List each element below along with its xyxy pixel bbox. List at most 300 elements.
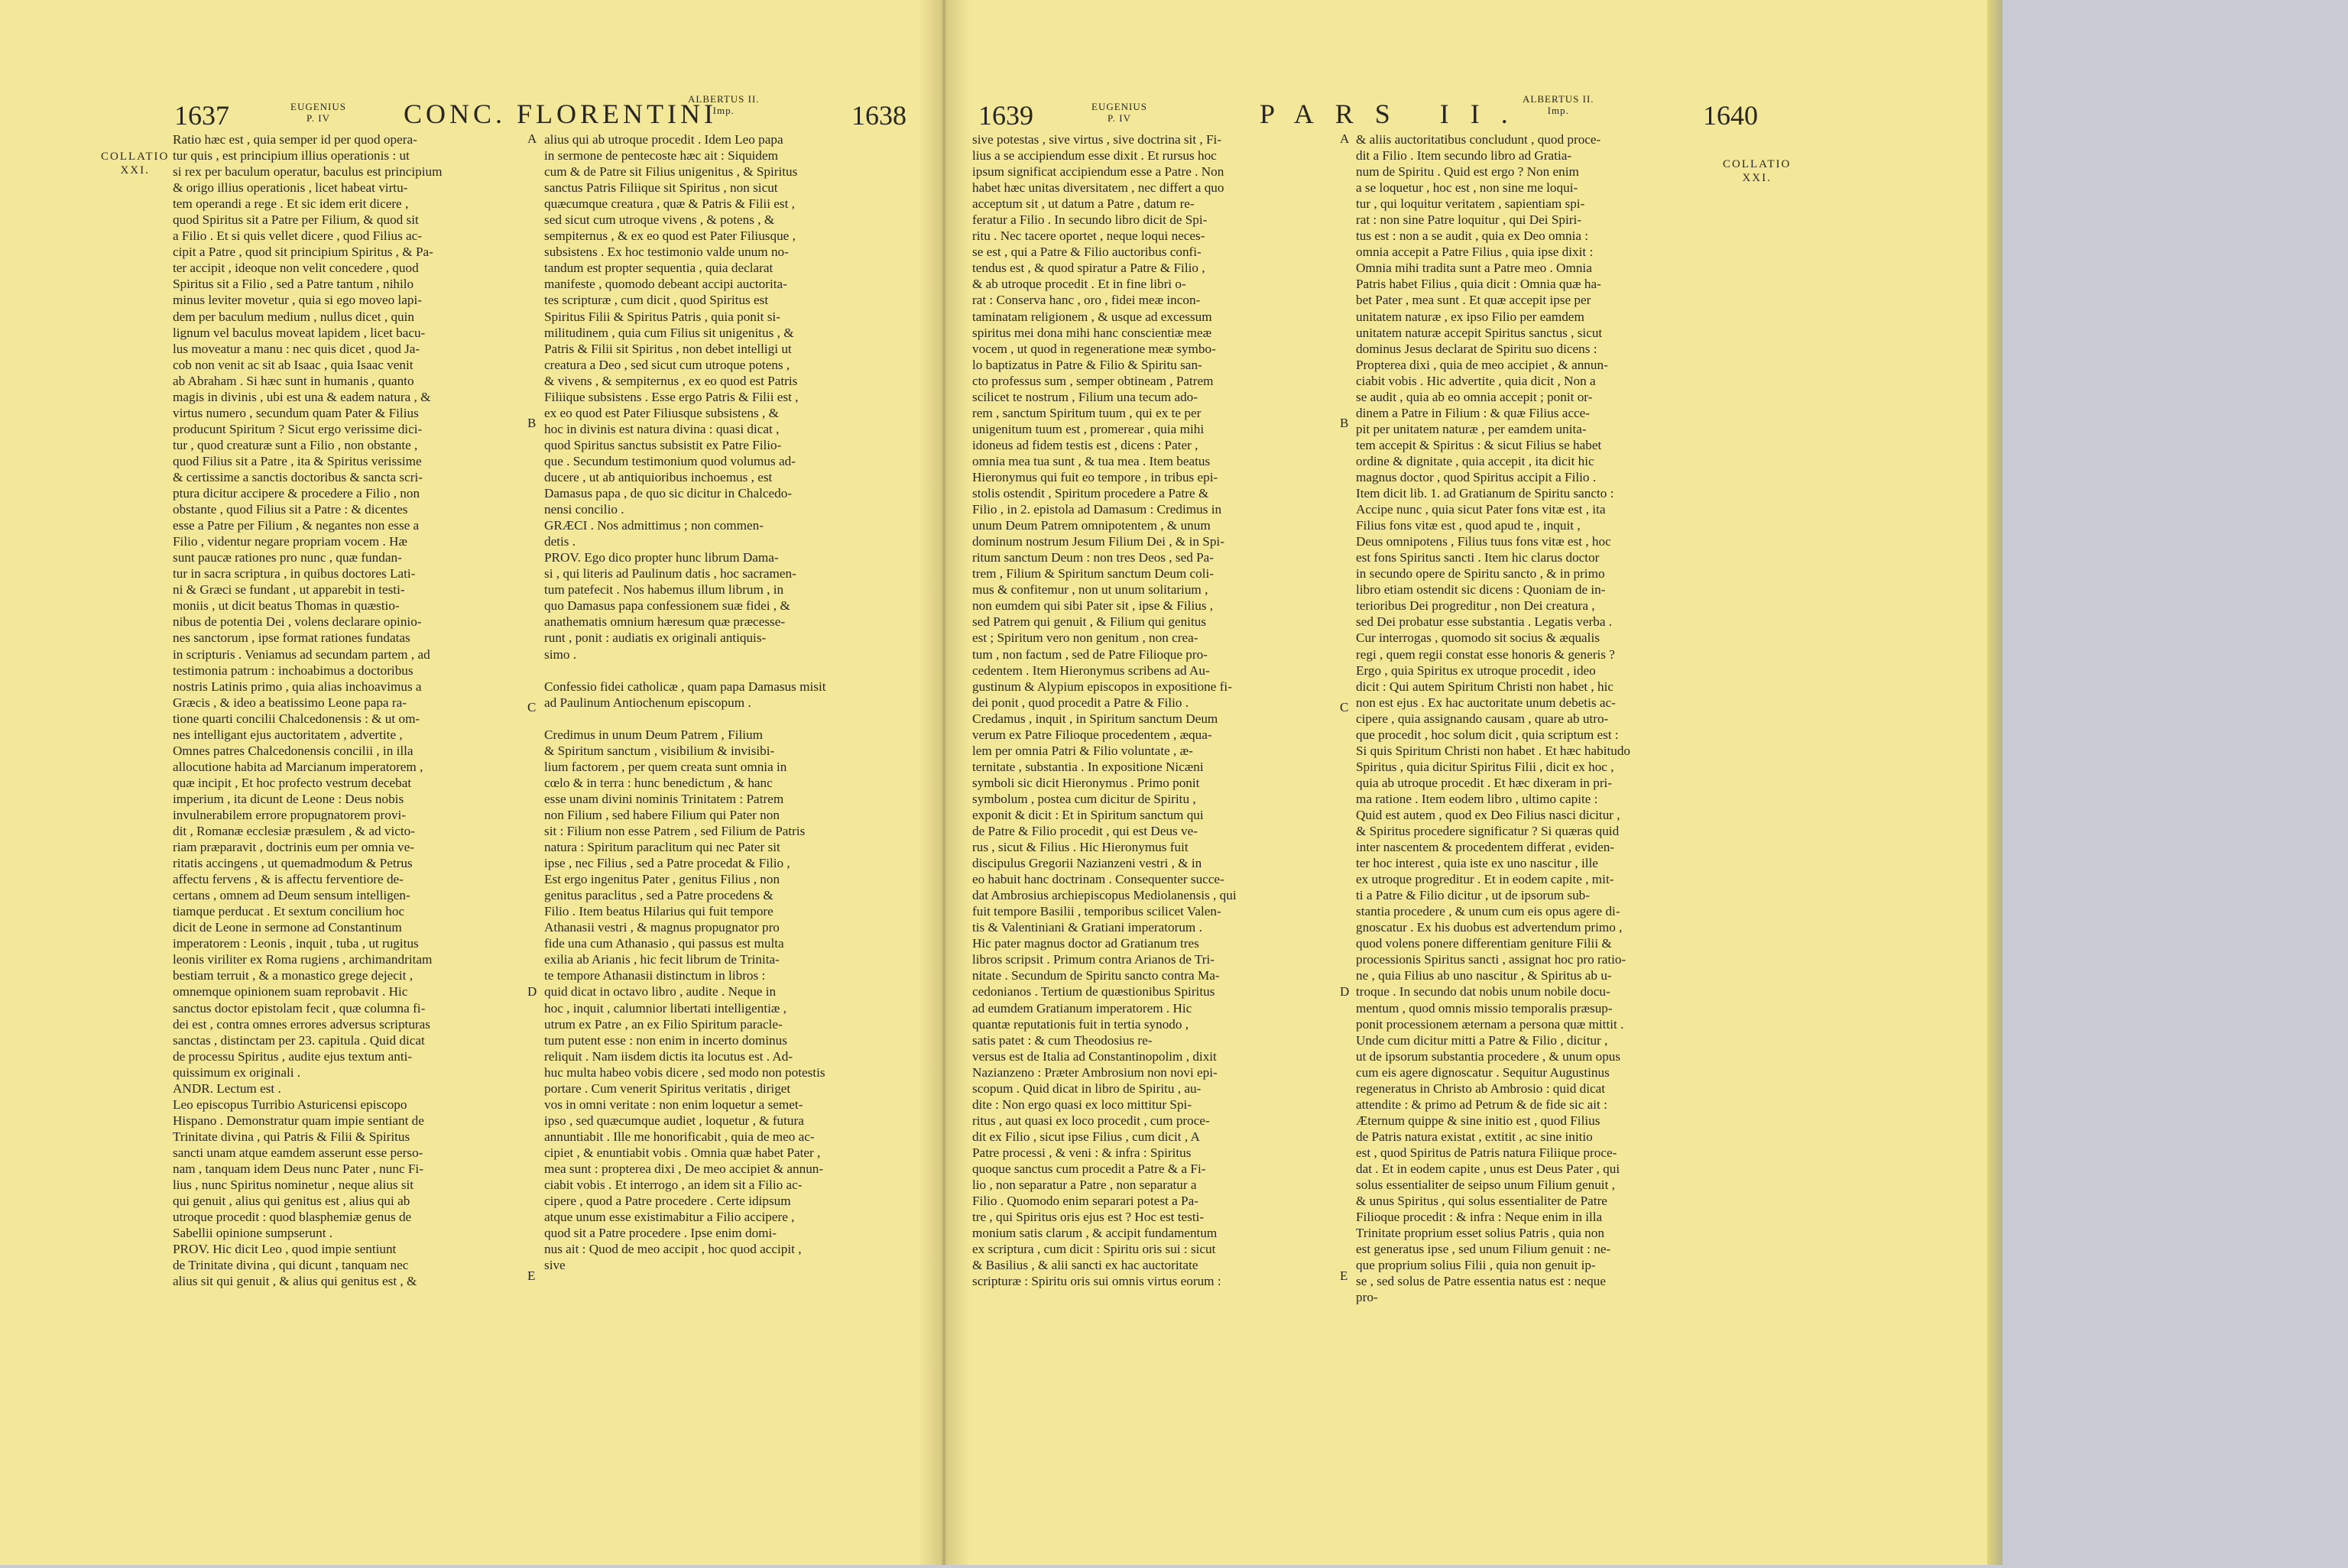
text-line: Spiritus sit a Filio , sed a Patre tantum , nihilo (173, 277, 414, 292)
text-line: cipere , quia assignando causam , quare ab utro- (1356, 711, 1609, 726)
text-line: omnia accepit a Patre Filius , quia ipse dixit : (1356, 245, 1594, 260)
text-line: quo Damasus papa confessionem suæ fidei , & (544, 598, 790, 614)
text-line: & Spiritum sanctum , visibilium & invisibi- (544, 743, 775, 758)
text-line: quissimum ex originali . (173, 1064, 301, 1080)
text-line: certans , omnem ad Deum sensum intelligen- (173, 888, 410, 903)
text-line: libro etiam ostendit sic dicens : Quoniam de in- (1356, 582, 1606, 598)
text-line: Omnia mihi tradita sunt a Patre meo . Omnia (1356, 261, 1592, 276)
text-line: scripturæ : Spiritu oris sui omnis virtus eorum : (972, 1274, 1221, 1289)
text-line: ipse , nec Filius , sed a Patre procedat & Filio , (544, 856, 790, 871)
text-line: eo habuit hanc doctrinam . Consequenter succe- (972, 872, 1224, 887)
text-line: Filiique subsistens . Esse ergo Patris & Filii est , (544, 389, 799, 404)
text-line: reliquit . Nam iisdem dictis ita locutus est . Ad- (544, 1048, 793, 1064)
text-line: runt , ponit : audiatis ex originali antiquis- (544, 630, 767, 646)
text-line: tur , qui loquitur veritatem , sapientiam spi- (1356, 196, 1585, 212)
text-line: sed Patrem qui genuit , & Filium qui genitus (972, 614, 1207, 630)
text-line: ptura dicitur accipere & procedere a Filio , non (173, 486, 420, 501)
text-line: Æternum quippe & sine initio est , quod Filius (1356, 1113, 1600, 1128)
text-line: ritum sanctum Deum : non tres Deos , sed Pa- (972, 550, 1215, 565)
text-line: symbolum , postea cum dicitur de Spiritu , (972, 791, 1196, 806)
text-line: scopum . Quid dicat in libro de Spiritu , au- (972, 1080, 1202, 1096)
text-line: ANDR. Lectum est . (173, 1080, 281, 1096)
text-line: Patre processi , & veni : & infra : Spiritus (972, 1145, 1192, 1160)
text-line: que proprium solius Filii , quia non genuit ip- (1356, 1258, 1596, 1273)
text-line: lignum vel baculus moveat lapidem , licet bacu- (173, 325, 426, 340)
text-line: bestiam terruit , & a monastico grege dejecit , (173, 968, 413, 983)
text-line: dat Ambrosius archiepiscopus Mediolanensis , qui (972, 888, 1237, 903)
text-line: qui genuit , alius qui genitus est , alius qui ab (173, 1194, 410, 1209)
pope-sub: P. IV (306, 112, 330, 124)
text-line: cto professus sum , semper obtineam , Patrem (972, 373, 1214, 388)
text-line: sive potestas , sive virtus , sive doctrina sit , Fi- (972, 132, 1222, 147)
text-line: rus , sicut & Filius . Hic Hieronymus fuit (972, 840, 1189, 855)
text-line: ritatis accingens , ut quemadmodum & Petrus (173, 856, 413, 871)
text-line: Græcis , & ideo a beatissimo Leone papa ra- (173, 695, 407, 710)
text-line: Athanasii vestri , & magnus propugnator pro (544, 920, 780, 935)
text-line: monium satis clarum , & accipit fundamentum (972, 1226, 1218, 1241)
collatio-marginal (101, 150, 169, 177)
text-line: ut de ipsorum substantia procedere , & unum opus (1356, 1048, 1621, 1064)
text-line: sempiternus , & ex eo quod est Pater Filiusque , (544, 228, 796, 244)
text-line: utroque procedit : quod blasphemiæ genus de (173, 1210, 412, 1225)
text-line: non est ejus . Ex hac auctoritate unum debetis ac- (1356, 695, 1616, 710)
text-line: Leo episcopus Turribio Asturicensi episcopo (173, 1097, 407, 1112)
text-line: Deus omnipotens , Filius tuus fons vitæ est , hoc (1356, 534, 1611, 549)
text-line: invulnerabilem errore propugnatorem provi- (173, 807, 406, 822)
text-line: ex utroque progreditur . Et in eodem capite , mit- (1356, 872, 1614, 887)
text-line: magnus doctor , quod Spiritus accipit a Filio . (1356, 469, 1597, 484)
text-line: rat : Conserva hanc , oro , fidei meæ incon- (972, 293, 1201, 308)
text-line: de Trinitate divina , qui dicunt , tanquam nec (173, 1258, 409, 1273)
pope-sub: P. IV (1107, 112, 1131, 124)
text-line: exponit & dicit : Et in Spiritum sanctum qui (972, 807, 1204, 822)
text-line: sanctus doctor epistolam fecit , quæ columna fi- (173, 1000, 426, 1016)
text-line: hoc in divinis est natura divina : quasi dicat , (544, 421, 780, 436)
text-line: mentum , quod omnis missio temporalis præsup- (1356, 1000, 1613, 1016)
text-line: esse unam divini nominis Trinitatem : Patrem (544, 791, 784, 806)
text-line: cipit a Patre , quod sit principium Spiritus , & Pa- (173, 245, 433, 260)
text-line: sive (544, 1258, 566, 1273)
text-line: riam præparavit , doctrinis eum per omnia ve- (173, 840, 414, 855)
text-line: habet hæc unitas diversitatem , nec differt a quo (972, 180, 1224, 196)
text-line: quantæ reputationis fuit in tertia synodo , (972, 1016, 1189, 1032)
text-line: huc multa habeo vobis dicere , sed modo non potestis (544, 1064, 825, 1080)
right-page (939, 0, 1987, 1565)
text-line: de Patre & Filio procedit , qui est Deus ve- (972, 824, 1198, 839)
text-line: Hispano . Demonstratur quam impie sentiant de (173, 1113, 424, 1128)
text-line: Quid est autem , quod ex Deo Filius nasci dicitur , (1356, 807, 1620, 822)
text-line: non Filium , sed habere Filium qui Pater non (544, 807, 780, 822)
text-line: tur in sacra scriptura , in quibus doctores Lati- (173, 566, 416, 582)
text-line: trem , Filium & Spiritum sanctum Deum coli- (972, 566, 1215, 582)
text-line: PROV. Ego dico propter hunc librum Dama- (544, 550, 779, 565)
text-line: cum & de Patre sit Filius unigenitus , & Spiritus (544, 164, 798, 180)
text-line: portare . Cum venerit Spiritus veritatis , diriget (544, 1080, 791, 1096)
collatio-label: COLLATIO (1723, 158, 1792, 170)
text-line: scilicet te nostrum , Filium una tecum ado- (972, 389, 1198, 404)
column-marker: A (1340, 131, 1350, 146)
text-line: quod Spiritus sit a Patre per Filium, & quod sit (173, 212, 419, 228)
text-line: esse a Patre per Filium , & negantes non esse a (173, 518, 420, 533)
text-line: mus & confitemur , non ut unum solitarium , (972, 582, 1208, 598)
text-line: dite : Non ergo quasi ex loco mittitur Spi- (972, 1097, 1192, 1112)
text-line: num de Spiritu . Quid est ergo ? Non enim (1356, 164, 1579, 180)
text-line: GRÆCI . Nos admittimus ; non commen- (544, 518, 764, 533)
text-line: Hieronymus qui fuit eo tempore , in tribus epi- (972, 469, 1218, 484)
text-line: cedonianos . Tertium de quæstionibus Spiritus (972, 984, 1215, 999)
text-line: annuntiabit . Ille me honorificabit , quia de meo ac- (544, 1129, 815, 1144)
column-marker: D (527, 984, 537, 999)
text-line: PROV. Hic dicit Leo , quod impie sentiunt (173, 1242, 397, 1257)
text-line: Credimus in unum Deum Patrem , Filium (544, 727, 763, 742)
text-line: ritu . Nec tacere oportet , neque loqui neces- (972, 228, 1205, 244)
collatio-marginal (1723, 157, 1791, 185)
emperor-sub: Imp. (1547, 105, 1569, 116)
text-line: spiritus mei dona mihi hanc conscientiæ meæ (972, 325, 1212, 340)
text-line: Filio . Item beatus Hilarius qui fuit tempore (544, 904, 773, 919)
text-line: discipulus Gregorii Nazianzeni vestri , & in (972, 856, 1202, 871)
text-line: est fons Spiritus sancti . Item hic clarus doctor (1356, 550, 1600, 565)
text-line: Propterea dixi , quia de meo accipiet , & annun- (1356, 357, 1608, 372)
text-line: militudinem , quia cum Filius sit unigenitus , & (544, 325, 794, 340)
text-line: feratur a Filio . In secundo libro dicit de Spi- (972, 212, 1208, 228)
text-line: se , sed solus de Patre essentia natus est : neque (1356, 1274, 1606, 1289)
text-line: regeneratus in Christo ab Ambrosio : quid dicat (1356, 1080, 1606, 1096)
text-line: mea sunt : propterea dixi , De meo accipiet & annun- (544, 1161, 824, 1176)
text-line: tione quarti concilii Chalcedonensis : & ut om- (173, 711, 420, 726)
text-line: de processu Spiritus , audite ejus textum anti- (173, 1048, 413, 1064)
text-line: cob non venit ac sit ab Isaac , quia Isaac venit (173, 357, 413, 372)
text-line: ponit processionem æternam a persona quæ mittit . (1356, 1016, 1624, 1032)
text-line: lium factorem , per quem creata sunt omnia in (544, 759, 787, 774)
text-line: se est , qui a Patre & Filio auctoribus confi- (972, 245, 1202, 260)
text-line: tandum est propter sequentia , quia declarat (544, 261, 773, 276)
emperor-name: ALBERTUS II. (688, 93, 760, 105)
text-line: nostris Latinis primo , quia alias inchoavimus a (173, 679, 422, 694)
running-head-emperor (1523, 93, 1594, 116)
text-line: Unde cum dicitur mitti a Patre & Filio , dicitur , (1356, 1032, 1608, 1048)
text-line: satis patet : & cum Theodosius re- (972, 1032, 1153, 1048)
text-line: & origo illius operationis , licet habeat virtu- (173, 180, 408, 196)
text-line: est generatus ipse , sed unum Filium genuit : ne- (1356, 1242, 1611, 1257)
text-line: lio , non separatur a Patre , non separatur a (972, 1178, 1197, 1193)
text-line: tis & Valentiniani & Gratiani imperatorum . (972, 920, 1202, 935)
text-line: tendus est , & quod spiratur a Patre & Filio , (972, 261, 1205, 276)
text-line: Trinitate divina , qui Patris & Filii & Spiritus (173, 1129, 410, 1144)
text-line: tur , quod creaturæ sunt a Filio , non obstante , (173, 437, 418, 452)
text-line: unitatem naturæ accepit Spiritus sanctus , sicut (1356, 325, 1603, 340)
text-line: Filio , in 2. epistola ad Damasum : Credimus in (972, 502, 1222, 517)
text-line: Sabellii opinione sumpserunt . (173, 1226, 333, 1241)
text-line: quod Filius sit a Patre , ita & Spiritus verissime (173, 453, 422, 468)
text-line: ex eo quod est Pater Filiusque subsistens , & (544, 405, 779, 420)
text-line: minus leviter movetur , quia si ego moveo lapi- (173, 293, 423, 308)
text-line: lo baptizatus in Patre & Filio & Spiritu san- (972, 357, 1202, 372)
text-line: unitatem naturæ , ex ipso Filio per eamdem (1356, 309, 1584, 324)
text-line: sed Dei probatur esse substantia . Legatis verba . (1356, 614, 1613, 630)
text-line: nes intelligant ejus auctoritatem , advertite , (173, 727, 403, 742)
text-line: ad eumdem Gratianum imperatorem . Hic (972, 1000, 1192, 1016)
text-line: nibus de potentia Dei , volens declarare opinio- (173, 614, 422, 630)
page-number: 1637 (174, 100, 229, 131)
text-line: allocutione habita ad Marcianum imperatorem , (173, 759, 423, 774)
text-line: unum Deum Patrem omnipotentem , & unum (972, 518, 1211, 533)
text-line: ternitate , substantia . In expositione Nicæni (972, 759, 1204, 774)
text-line: cœlo & in terra : hunc benedictum , & hanc (544, 775, 773, 790)
text-line: alius qui ab utroque procedit . Idem Leo papa (544, 132, 783, 147)
text-line: rat : non sine Patre loquitur , qui Dei Spiri- (1356, 212, 1582, 228)
text-column (972, 131, 1331, 1568)
text-line: manifeste , quomodo debeant accipi auctorita- (544, 277, 787, 292)
text-line: gustinum & Alypium episcopos in expositione fi- (972, 679, 1232, 694)
text-line: est ; Spiritum vero non genitum , non crea- (972, 630, 1198, 646)
text-line: cedentem . Item Hieronymus scribens ad Au- (972, 663, 1210, 678)
text-line: stolis ostendit , Spiritum procedere a Patre & (972, 486, 1209, 501)
column-marker: D (1340, 984, 1350, 999)
text-line: sed sicut cum utroque vivens , & potens , & (544, 212, 775, 228)
text-line: tes scripturæ , cum dicit , quod Spiritus est (544, 293, 769, 308)
text-line: inter nascentem & procedentem differat , eviden- (1356, 840, 1615, 855)
text-column (1356, 131, 1715, 1568)
text-line: processionis Spiritus sancti , assignat hoc pro ratio- (1356, 952, 1626, 967)
text-line: atque unum esse existimabitur a Filio accipere , (544, 1210, 795, 1225)
running-head-pope (1091, 101, 1147, 124)
text-line: omnemque opinionem suam reprobavit . Hic (173, 984, 408, 999)
text-line: acceptum sit , ut datum a Patre , datum re- (972, 196, 1195, 212)
text-line: producunt Spiritum ? Sicut ergo verissime dici- (173, 421, 423, 436)
text-line: quia ab utroque procedit . Et hæc dixeram in pri- (1356, 775, 1613, 790)
text-line (544, 711, 891, 727)
text-line: ducere , ut ab antiquioribus inchoemus , est (544, 469, 773, 484)
text-line: tur quis , est principium illius operationis : ut (173, 148, 410, 164)
text-line: Hic pater magnus doctor ad Gratianum tres (972, 936, 1199, 951)
text-line: sanctas , distinctam per 23. capitula . Quid dicat (173, 1032, 425, 1048)
text-line: dei est , contra omnes errores adversus scripturas (173, 1016, 430, 1032)
text-line: a Filio . Et si quis vellet dicere , quod Filius ac- (173, 228, 423, 244)
text-line: quoque sanctus cum procedit a Patre & a Fi- (972, 1161, 1206, 1176)
text-line: Confessio fidei catholicæ , quam papa Damasus misit (544, 679, 826, 694)
text-line: quod volens ponere differentiam geniture Filii & (1356, 936, 1612, 951)
text-line: ne , quia Filius ab uno nascitur , & Spiritus ab u- (1356, 968, 1612, 983)
text-line: stantia procedere , & unum cum eis opus agere di- (1356, 904, 1620, 919)
text-line: dit ex Filio , sicut ipse Filius , cum dicit , A (972, 1129, 1200, 1144)
text-line: ad Paulinum Antiochenum episcopum . (544, 695, 751, 710)
text-line: Ergo , quia Spiritus ex utroque procedit , ideo (1356, 663, 1596, 678)
running-head-pope (290, 101, 346, 124)
text-line: quæcumque creatura , quæ & Patris & Filii est , (544, 196, 795, 212)
text-line: si rex per baculum operatur, baculus est principium (173, 164, 443, 180)
text-line: Filio , videntur negare propriam vocem . Hæ (173, 534, 407, 549)
text-line: se audit , quia ab eo omnia accepit ; ponit or- (1356, 389, 1593, 404)
text-line: tum putent esse : non enim in incerto dominus (544, 1032, 787, 1048)
text-line: vocem , ut quod in regeneratione meæ symbo- (972, 341, 1216, 356)
text-line: & ab utroque procedit . Et in fine libri o- (972, 277, 1186, 292)
text-line: quod sit a Patre procedere . Ipse enim domi- (544, 1226, 777, 1241)
text-line: & vivens , & sempiternus , ex eo quod est Patris (544, 373, 798, 388)
text-line: & certissime a sanctis doctoribus & sancta scri- (173, 469, 423, 484)
pope-name: EUGENIUS (1091, 101, 1147, 112)
column-marker: E (1340, 1268, 1348, 1283)
text-line: Item dicit lib. 1. ad Gratianum de Spiritu sancto : (1356, 486, 1614, 501)
text-line: unigenitum tuum est , promerear , quia mihi (972, 421, 1205, 436)
text-line: omnia mea tua sunt , & tua mea . Item beatus (972, 453, 1211, 468)
text-line: utrum ex Patre , an ex Filio Spiritum paracle- (544, 1016, 783, 1032)
text-line: imperatorem : Leonis , inquit , tuba , ut rugitus (173, 936, 419, 951)
text-line: tum patefecit . Nos habemus illum librum , in (544, 582, 784, 598)
text-line: rem , sanctum Spiritum tuum , qui ex te per (972, 405, 1202, 420)
running-head-title: PARS II. (1260, 99, 1529, 129)
text-line: tre , qui Spiritus oris ejus est ? Hoc est testi- (972, 1210, 1205, 1225)
text-line: verum ex Patre Filioque procedentem , æqua- (972, 727, 1212, 742)
text-line: sit : Filium non esse Patrem , sed Filium de Patris (544, 824, 806, 839)
text-line: Si quis Spiritum Christi non habet . Et hæc habitudo (1356, 743, 1631, 758)
text-line: Credamus , inquit , in Spiritum sanctum Deum (972, 711, 1218, 726)
text-line: dominus Jesus declarat de Spiritu suo dicens : (1356, 341, 1597, 356)
text-line: obstante , quod Filius sit a Patre : & dicentes (173, 502, 408, 517)
column-marker: C (527, 700, 537, 714)
text-line: tus est : non a se audit , quia ex Deo omnia : (1356, 228, 1589, 244)
text-line: versus est de Italia ad Constantinopolim , dixit (972, 1048, 1217, 1064)
text-line: tiamque perducat . Et sextum concilium hoc (173, 904, 405, 919)
text-line: simo . (544, 646, 577, 662)
text-line: in scripturis . Veniamus ad secundam partem , ad (173, 646, 430, 662)
page-number: 1640 (1703, 100, 1758, 131)
text-line: in sermone de pentecoste hæc ait : Siquidem (544, 148, 778, 164)
text-line: de Patris natura existat , extitit , ac sine initio (1356, 1129, 1593, 1144)
text-line: virtus numero , secundum quam Pater & Filius (173, 405, 419, 420)
page-number: 1639 (978, 100, 1033, 131)
text-line: & Spiritus procedere significatur ? Si quæras quid (1356, 824, 1620, 839)
text-line: attendite : & primo ad Petrum & de fide sic ait : (1356, 1097, 1607, 1112)
text-line: est , quod Spiritus de Patris natura Filiique proce- (1356, 1145, 1617, 1160)
column-marker: B (527, 416, 537, 430)
collatio-number: XXI. (120, 164, 150, 177)
column-marker: A (527, 131, 537, 146)
text-line: Spiritus , quia dicitur Spiritus Filii , dicit ex hoc , (1356, 759, 1614, 774)
text-line: dit , Romanæ ecclesiæ præsulem , & ad victo- (173, 824, 415, 839)
text-line: Damasus papa , de quo sic dicitur in Chalcedo- (544, 486, 793, 501)
text-line: taminatam religionem , & usque ad excessum (972, 309, 1212, 324)
text-line: quid dicat in octavo libro , audite . Neque in (544, 984, 777, 999)
text-line: sunt paucæ rationes pro nunc , quæ fundan- (173, 550, 402, 565)
text-line: Cur interrogas , quomodo sit socius & æqualis (1356, 630, 1600, 646)
page-number: 1638 (851, 100, 906, 131)
text-line: terioribus Dei progreditur , non Dei creatura , (1356, 598, 1595, 614)
text-line: tem operandi a rege . Et sic idem erit dicere , (173, 196, 409, 212)
text-line: imperium , ita dicunt de Leone : Deus nobis (173, 791, 404, 806)
left-page (0, 0, 939, 1565)
text-line: ordine & dignitate , quia accepit , ita dicit hic (1356, 453, 1594, 468)
text-line: si , qui literis ad Paulinum datis , hoc sacramen- (544, 566, 796, 582)
text-line: nitate . Secundum de Spiritu sancto contra Ma- (972, 968, 1220, 983)
text-line: solus essentialiter de seipso unum Filium genuit , (1356, 1178, 1615, 1193)
text-line: dit a Filio . Item secundo libro ad Gratia- (1356, 148, 1572, 164)
text-line (544, 663, 891, 679)
emperor-name: ALBERTUS II. (1523, 93, 1594, 105)
text-line: dat . Et in eodem capite , unus est Deus Pater , qui (1356, 1161, 1620, 1176)
text-line: vos in omni veritate : non enim loquetur a semet- (544, 1097, 803, 1112)
text-line: que . Secundum testimonium quod volumus ad- (544, 453, 796, 468)
page-edge (1987, 0, 2003, 1565)
text-line: lem per omnia Patri & Filio voluntate , æ- (972, 743, 1193, 758)
text-line: testimonia patrum : inchoabimus a doctoribus (173, 663, 413, 678)
text-line: idoneus ad fidem testis est , dicens : Pater , (972, 437, 1198, 452)
text-line: subsistens . Ex hoc testimonio valde unum no- (544, 245, 789, 260)
text-column (544, 131, 891, 1293)
text-line: non eumdem qui sibi Pater sit , ipse & Filius , (972, 598, 1214, 614)
text-line: detis . (544, 534, 576, 549)
text-line: Omnes patres Chalcedonensis concilii , in illa (173, 743, 413, 758)
text-line: fuit tempore Basilii , temporibus scilicet Valen- (972, 904, 1221, 919)
text-line: dinem a Patre in Filium : & quæ Filius acce- (1356, 405, 1590, 420)
text-line: Filioque procedit : & infra : Neque enim in illa (1356, 1210, 1603, 1225)
text-line: lus moveatur a manu : nec quis dicet , quod Ja- (173, 341, 420, 356)
text-line: nus ait : Quod de meo accipit , hoc quod accipit , (544, 1242, 802, 1257)
text-line: ab Abraham . Si hæc sunt in humanis , quanto (173, 373, 414, 388)
text-line: hoc , inquit , calumnior libertati intelligentiæ , (544, 1000, 786, 1016)
text-line: sancti unam atque eamdem asserunt esse perso- (173, 1145, 423, 1160)
text-line: symboli sic dicit Hieronymus . Primo ponit (972, 775, 1200, 790)
text-line: nensi concilio . (544, 502, 624, 517)
text-line: troque . In secundo dat nobis unum nobile docu- (1356, 984, 1610, 999)
text-line: ma ratione . Item eodem libro , ultimo capite : (1356, 791, 1598, 806)
text-line: natura : Spiritum paraclitum qui nec Pater sit (544, 840, 780, 855)
text-line: que procedit , hoc solum dicit , quia scriptum est : (1356, 727, 1619, 742)
text-line: libros scripsit . Primum contra Arianos de Tri- (972, 952, 1215, 967)
text-line: ciabit vobis . Hic advertite , quia dicit , Non a (1356, 373, 1596, 388)
text-line: ti a Patre & Filio dicitur , ut de ipsorum sub- (1356, 888, 1591, 903)
text-line: genitus paraclitus , sed a Patre procedens & (544, 888, 773, 903)
pope-name: EUGENIUS (290, 101, 346, 112)
running-head-title: CONC. FLORENTINI (404, 99, 717, 129)
text-line: Patris habet Filius , quia dicit : Omnia quæ ha- (1356, 277, 1601, 292)
text-line: dicit : Qui autem Spiritum Christi non habet , hic (1356, 679, 1614, 694)
text-line: bet Pater , mea sunt . Et quæ accepit ipse per (1356, 293, 1591, 308)
text-line: ritus , aut quasi ex loco procedit , cum proce- (972, 1113, 1210, 1128)
text-line: Spiritus Filii & Spiritus Patris , quia ponit si- (544, 309, 780, 324)
collatio-number: XXI. (1742, 172, 1772, 184)
text-line: gnoscatur . Ex his duobus est advertendum primo , (1356, 920, 1623, 935)
text-line: tum , non factum , sed de Patre Filioque pro- (972, 646, 1208, 662)
text-line: tem accepit & Spiritus : & sicut Filius se habet (1356, 437, 1602, 452)
text-line: exilia ab Arianis , hic fecit librum de Trinita- (544, 952, 780, 967)
text-line: affectu fervens , & is affectu ferventiore de- (173, 872, 404, 887)
text-line: a se loquetur , hoc est , non sine me loqui- (1356, 180, 1578, 196)
text-line: & unus Spiritus , qui solus essentialiter de Patre (1356, 1194, 1607, 1209)
text-line: & aliis auctoritatibus concludunt , quod proce- (1356, 132, 1601, 147)
text-line: dominum nostrum Jesum Filium Dei , & in Spi- (972, 534, 1224, 549)
text-line: cipiet , & enuntiabit vobis . Omnia quæ habet Pater , (544, 1145, 821, 1160)
text-line: ter accipit , ideoque non velit concedere , quod (173, 261, 419, 276)
text-line: Accipe nunc , quia sicut Pater fons vitæ est , ita (1356, 502, 1606, 517)
text-line: magis in divinis , ubi est una & eadem natura , & (173, 389, 431, 404)
column-marker: B (1340, 416, 1349, 430)
text-line: pit per unitatem naturæ , per eamdem unita- (1356, 421, 1587, 436)
text-line: quæ incipit , Et hoc profecto vestrum decebat (173, 775, 412, 790)
text-line: Ratio hæc est , quia semper id per quod opera- (173, 132, 417, 147)
text-column (173, 131, 520, 1293)
text-line: Est ergo ingenitus Pater , genitus Filius , non (544, 872, 780, 887)
column-marker: C (1340, 700, 1349, 714)
text-line: Patris & Filii sit Spiritus , non debet intelligi ut (544, 341, 792, 356)
text-line: Filius fons vitæ est , quod apud te , inquit , (1356, 518, 1581, 533)
text-line: lius , nunc Spiritus nominetur , neque alius sit (173, 1178, 414, 1193)
column-marker: E (527, 1268, 536, 1283)
text-line: cum eis agere dignoscatur . Sequitur Augustinus (1356, 1064, 1610, 1080)
text-line: te tempore Athanasii distinctum in libros : (544, 968, 766, 983)
text-line: anathematis omnium hæresum quæ præcesse- (544, 614, 786, 630)
text-line: & Basilius , & alii sancti ex hac auctoritate (972, 1258, 1198, 1273)
